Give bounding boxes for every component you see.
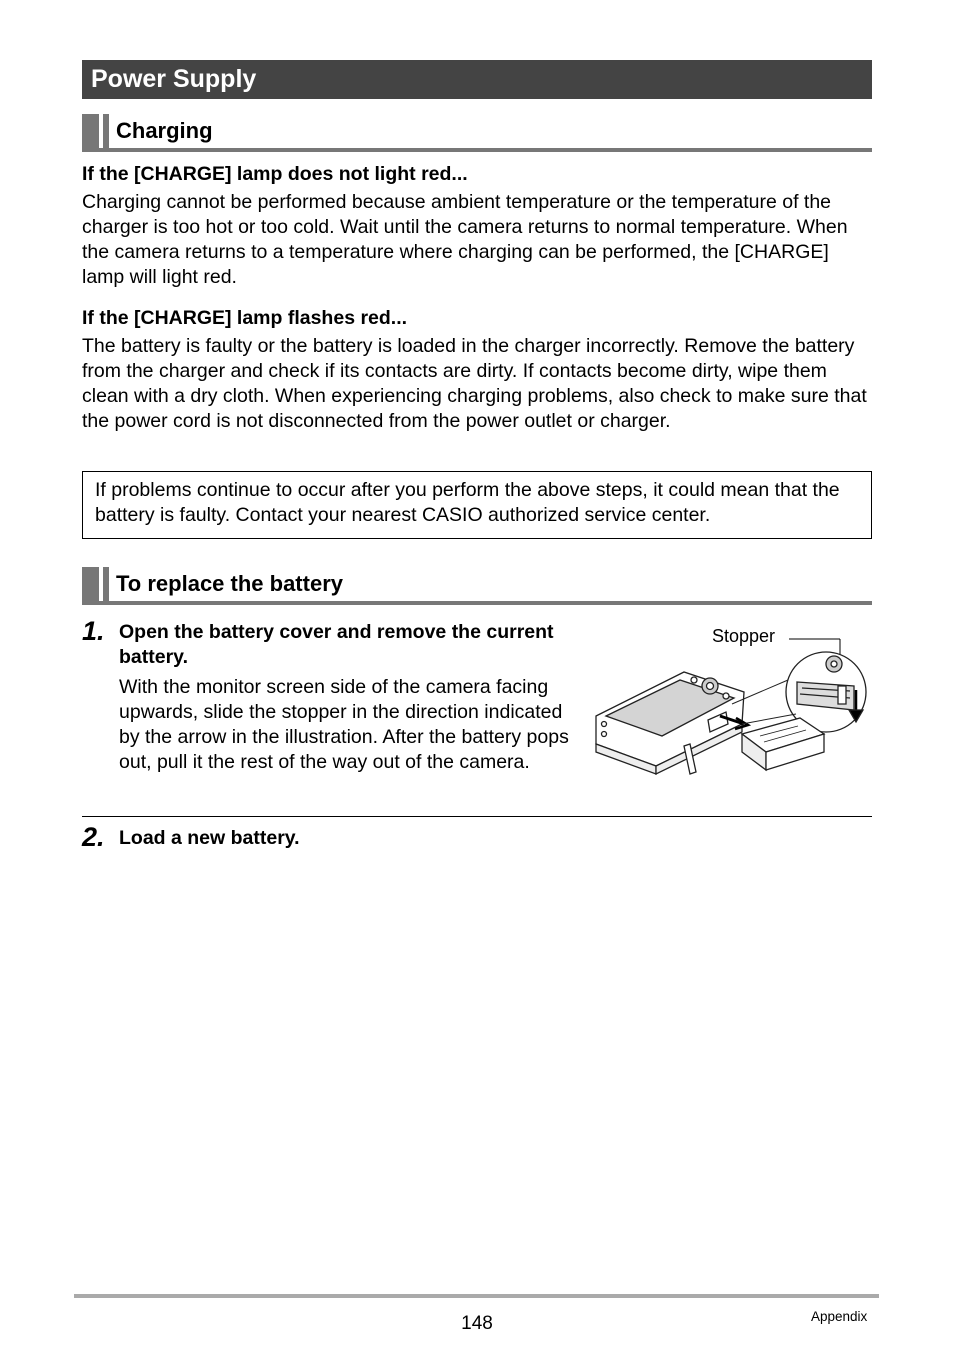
note-box: If problems continue to occur after you perform the above steps, it could mean that the battery is faulty. Contact your nearest CASIO authorized service center. <box>82 471 872 539</box>
section-title: Charging <box>116 118 213 143</box>
heading-rule <box>82 148 872 152</box>
battery-icon <box>742 718 824 770</box>
paragraph-lamp-flashes: The battery is faulty or the battery is loaded in the charger incorrectly. Remove the battery from the charger and check if its contacts are dirty. If contacts become dirty, wipe them clean with a dry cloth. When experiencing charging problems, also check to make sure that the power cord is not disconnected from the power outlet or charger. <box>82 335 867 432</box>
step-body: With the monitor screen side of the camera facing upwards, slide the stopper in the direction indicated by the arrow in the illustration. After the battery pops out, pull it the rest of the way out of the camera. <box>119 676 569 773</box>
section-heading-replace-battery <box>82 567 872 605</box>
subheading-lamp-not-red: If the [CHARGE] lamp does not light red... <box>82 163 468 185</box>
camera-body <box>596 672 744 774</box>
page-banner: Power Supply <box>82 60 872 99</box>
paragraph-lamp-not-red: Charging cannot be performed because ambient temperature or the temperature of the charger is too hot or too cold. Wait until the camera returns to normal temperature. When the camera returns to a temperature where charging can be performed, the [CHARGE] lamp will light red. <box>82 191 848 288</box>
section-heading-charging <box>82 114 872 152</box>
heading-marker <box>103 567 109 605</box>
heading-marker <box>82 567 99 605</box>
section-title: To replace the battery <box>116 571 343 596</box>
page-number: 148 <box>461 1313 493 1334</box>
heading-marker <box>82 114 99 152</box>
heading-marker <box>103 114 109 152</box>
step-heading: Load a new battery. <box>119 827 300 849</box>
footer-section-label: Appendix <box>811 1309 868 1324</box>
step-divider <box>82 816 872 817</box>
heading-rule <box>82 601 872 605</box>
footer-rule <box>74 1294 879 1298</box>
step-number: 2. <box>82 822 105 852</box>
subheading-lamp-flashes: If the [CHARGE] lamp flashes red... <box>82 307 408 329</box>
step-number: 1. <box>82 616 105 646</box>
stopper-label: Stopper <box>712 626 776 646</box>
camera-battery-illustration <box>592 624 872 776</box>
step-heading: Open the battery cover and remove the current battery. <box>119 621 554 668</box>
